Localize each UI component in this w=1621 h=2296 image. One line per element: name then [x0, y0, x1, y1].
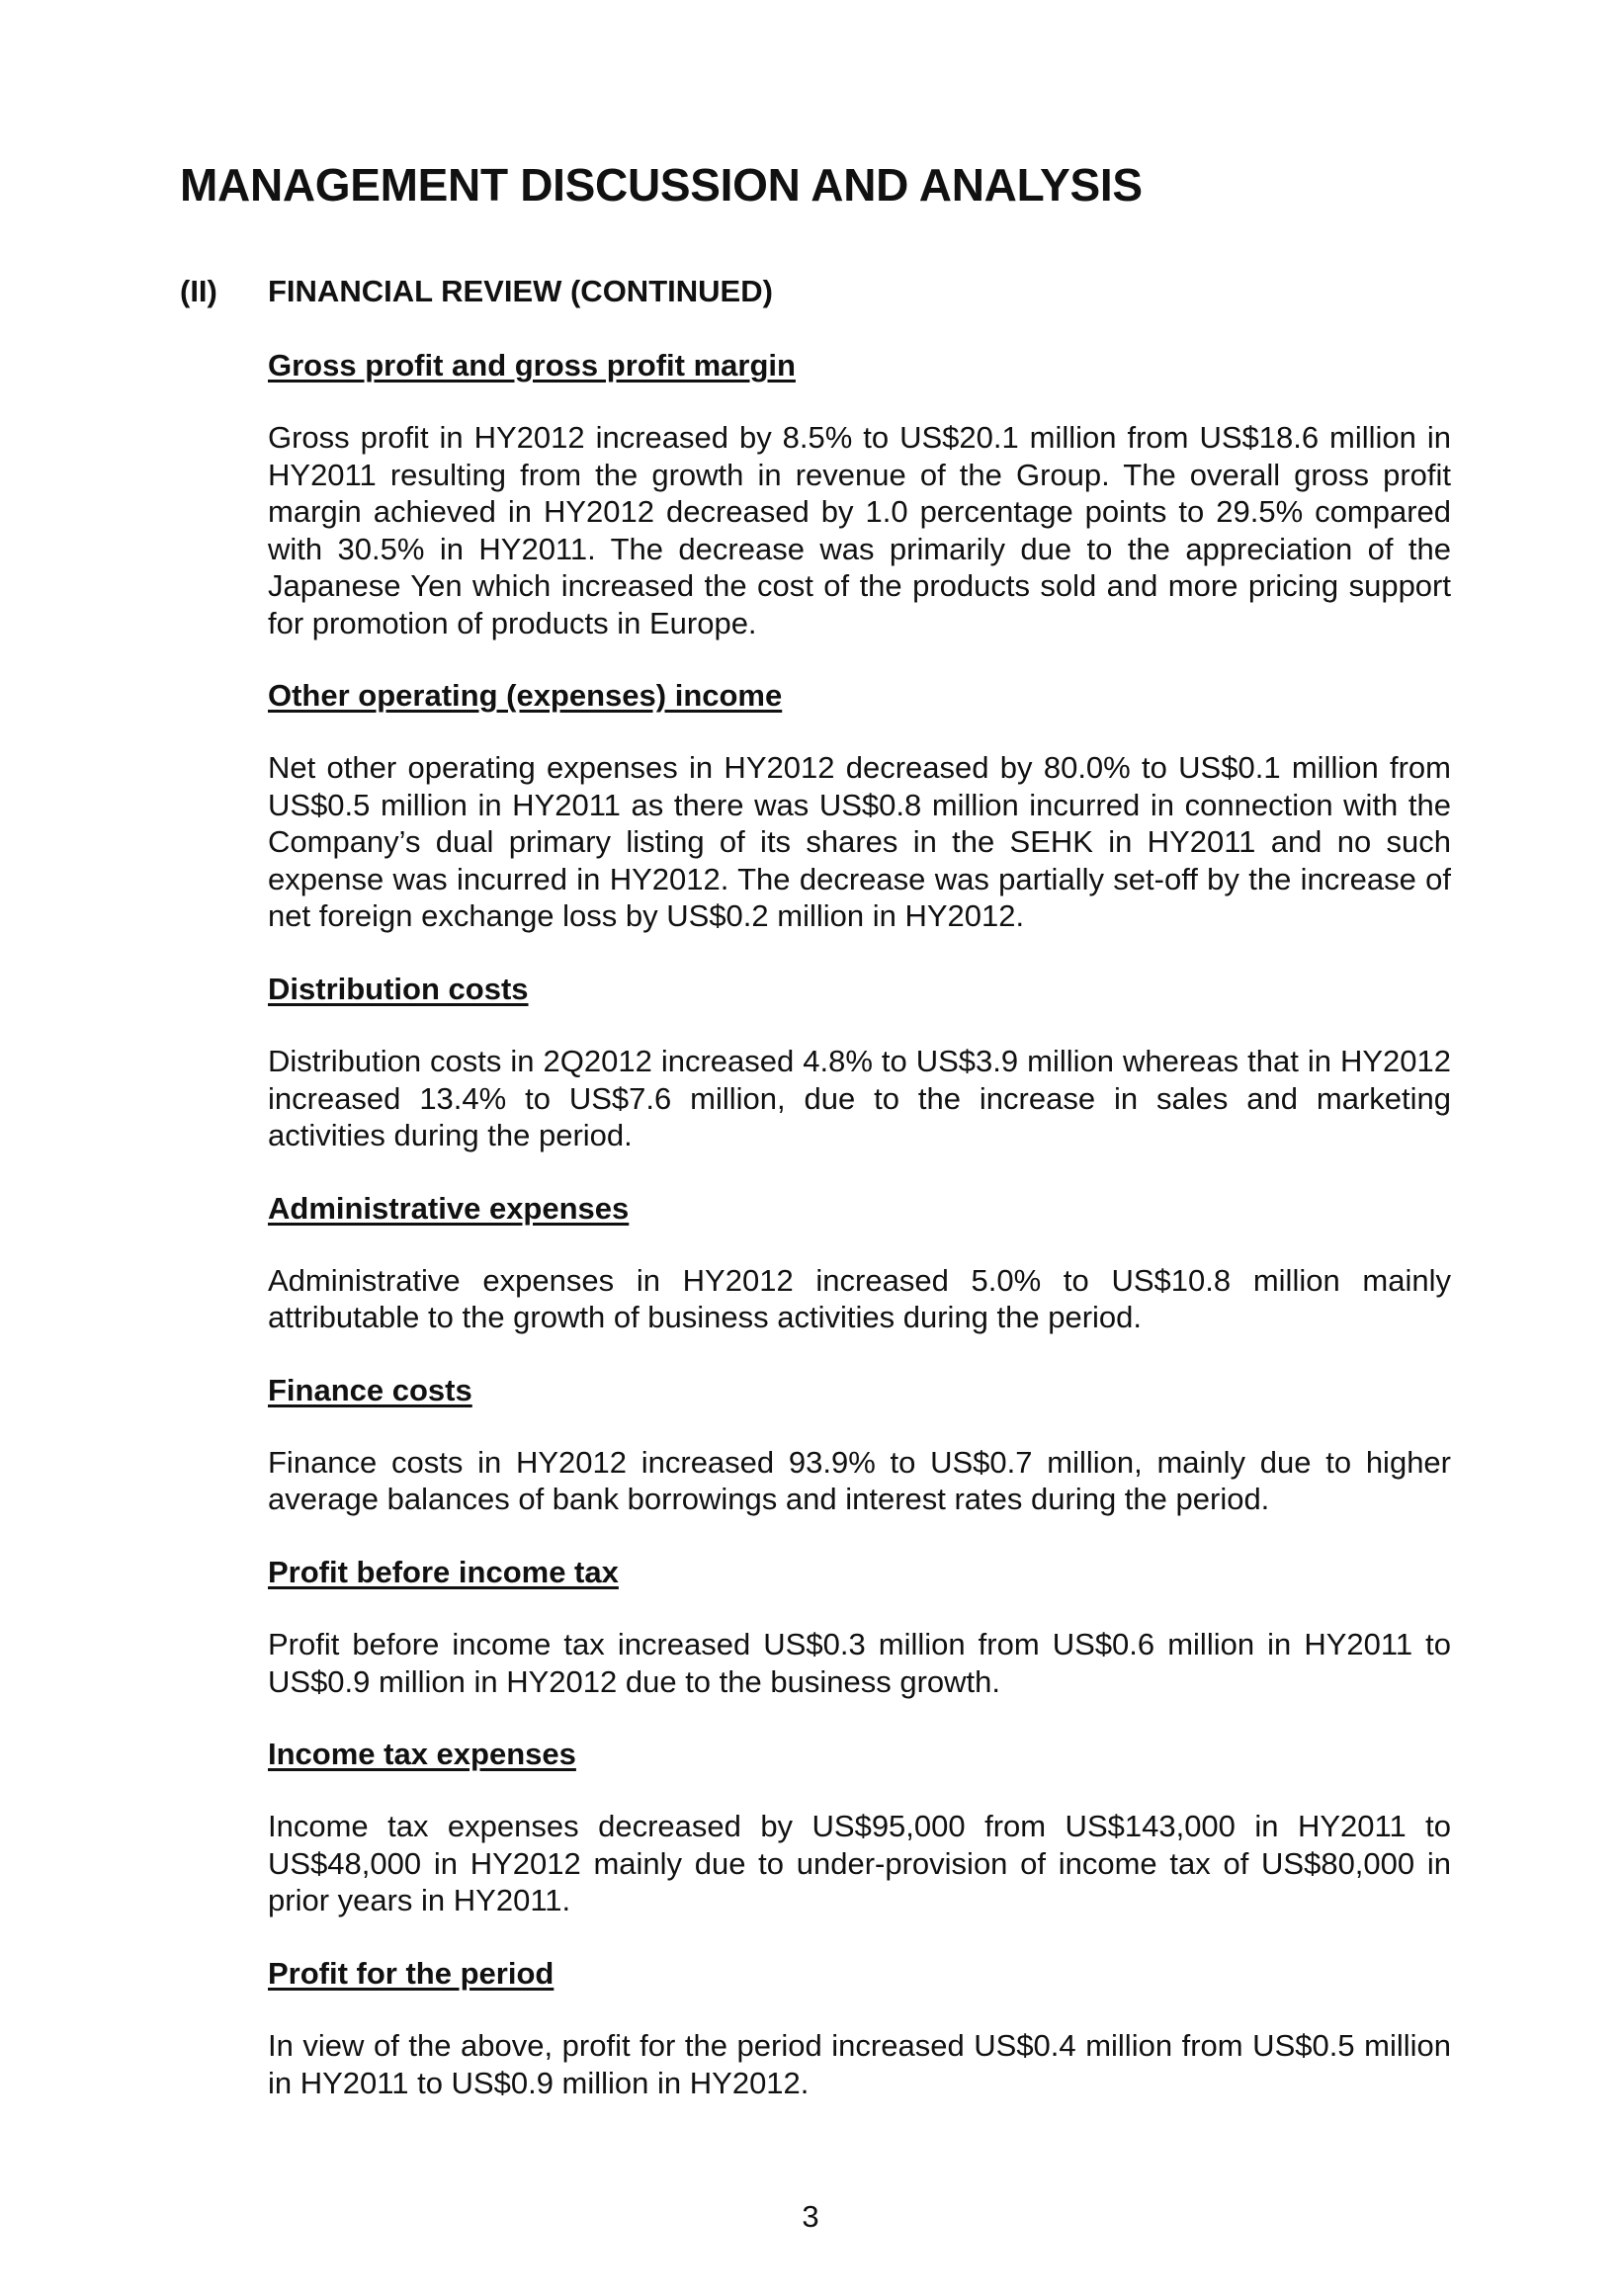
subsection-administrative-expenses [268, 1190, 1451, 1336]
subsection-paragraph: Finance costs in HY2012 increased 93.9% to US$0.7 million, mainly due to higher average balances of bank borrowings and interest rates during the period. [268, 1444, 1451, 1517]
subsection-heading: Profit for the period [268, 1955, 555, 1991]
subsection-profit-for-period [268, 1955, 1451, 2101]
subsection-gross-profit [268, 347, 1451, 641]
subsection-heading: Income tax expenses [268, 1737, 576, 1772]
subsection-paragraph: Gross profit in HY2012 increased by 8.5% to US$20.1 million from US$18.6 million in HY2011 resulting from the growth in revenue of the Group. The overall gross profit margin achieved in HY2012 decreased by 1.0 percentage points to 29.5% compared with 30.5% in HY2011. The decrease was primarily due to the appreciation of the Japanese Yen which increased the cost of the products sold and more pricing support for promotion of products in Europe. [268, 420, 1451, 640]
subsection-heading: Distribution costs [268, 971, 529, 1006]
document-body [268, 347, 1451, 2137]
subsection-heading: Other operating (expenses) income [268, 678, 783, 714]
subsection-heading: Finance costs [268, 1372, 472, 1407]
subsection-paragraph: Distribution costs in 2Q2012 increased 4.8% to US$3.9 million whereas that in HY2012 increased 13.4% to US$7.6 million, due to the increase in sales and marketing activities during the period. [268, 1044, 1451, 1153]
subsection-heading: Gross profit and gross profit margin [268, 348, 796, 383]
page-title: MANAGEMENT DISCUSSION AND ANALYSIS [180, 159, 1143, 211]
section-heading [180, 273, 1465, 309]
subsection-income-tax [268, 1736, 1451, 1919]
page-number: 3 [802, 2199, 819, 2234]
subsection-paragraph: Net other operating expenses in HY2012 decreased by 80.0% to US$0.1 million from US$0.5 million in HY2011 as there was US$0.8 million incurred in connection with the Company’s dual primary listing of its shares in the SEHK in HY2011 and no such expense was incurred in HY2012. The decrease was partially set-off by the increase of net foreign exchange loss by US$0.2 million in HY2012. [268, 750, 1451, 934]
subsection-paragraph: Income tax expenses decreased by US$95,000 from US$143,000 in HY2011 to US$48,000 in HY2012 mainly due to under-provision of income tax of US$80,000 in prior years in HY2011. [268, 1809, 1451, 1918]
subsection-paragraph: In view of the above, profit for the period increased US$0.4 million from US$0.5 million in HY2011 to US$0.9 million in HY2012. [268, 2028, 1451, 2100]
subsection-profit-before-tax [268, 1554, 1451, 1700]
section-number: (II) [180, 274, 217, 308]
section-title: FINANCIAL REVIEW (CONTINUED) [268, 274, 773, 308]
subsection-finance-costs [268, 1372, 1451, 1518]
subsection-heading: Profit before income tax [268, 1554, 619, 1589]
subsection-heading: Administrative expenses [268, 1190, 630, 1226]
subsection-other-operating [268, 677, 1451, 935]
subsection-paragraph: Profit before income tax increased US$0.3 million from US$0.6 million in HY2011 to US$0.9 million in HY2012 due to the business growth. [268, 1627, 1451, 1699]
subsection-distribution-costs [268, 971, 1451, 1154]
subsection-paragraph: Administrative expenses in HY2012 increased 5.0% to US$10.8 million mainly attributable to the growth of business activities during the period. [268, 1262, 1451, 1335]
